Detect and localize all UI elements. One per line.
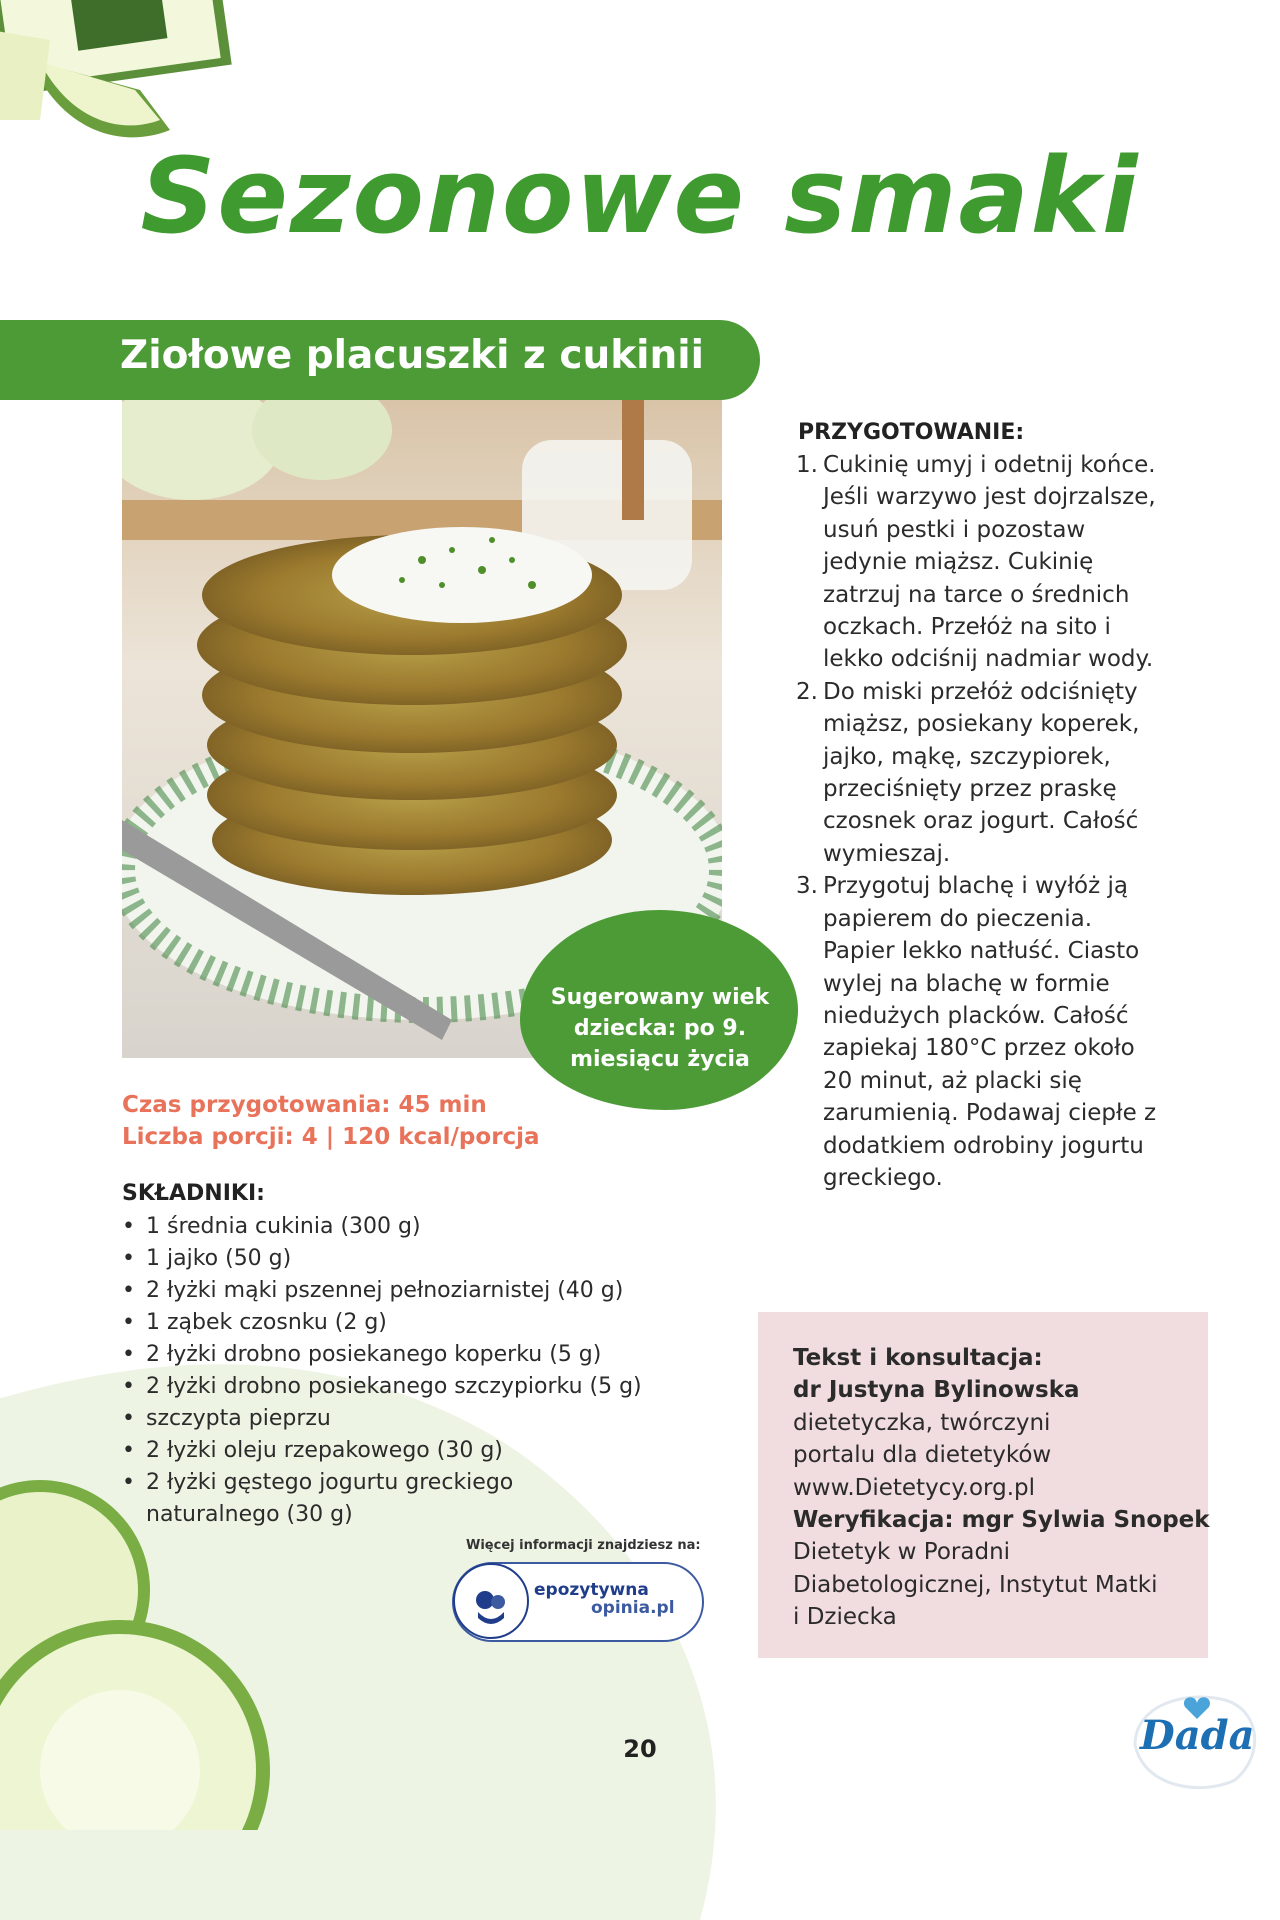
credits-verify: Weryfikacja: mgr Sylwia Snopek <box>793 1507 1210 1534</box>
prep-step <box>796 676 1163 870</box>
credits-verify-desc: Dietetyk w Poradni <box>793 1539 1011 1566</box>
credits-website[interactable]: www.Dietetycy.org.pl <box>793 1474 1035 1501</box>
ingredient-item: • 2 łyżki drobno posiekanego koperku (5 g) <box>122 1339 682 1371</box>
ingredient-item: • 1 ząbek czosnku (2 g) <box>122 1307 682 1339</box>
more-info-label: Więcej informacji znajdziesz na: <box>466 1538 701 1553</box>
recipe-title: Ziołowe placuszki z cukinii <box>120 333 705 378</box>
brand-logo-text: Dada <box>1140 1712 1255 1759</box>
opinia-line-1: epozytywna <box>534 1580 649 1600</box>
prep-time: Czas przygotowania: 45 min <box>122 1092 487 1118</box>
step-number: 1. <box>796 452 818 478</box>
servings: Liczba porcji: 4 | 120 kcal/porcja <box>122 1124 540 1150</box>
step-number: 2. <box>796 678 818 705</box>
opinia-line-2: opinia.pl <box>591 1598 675 1618</box>
age-line-1: Sugerowany wiek <box>550 985 770 1010</box>
preparation-heading: PRZYGOTOWANIE: <box>798 420 1025 445</box>
preparation-steps <box>796 449 1176 1194</box>
ingredient-item: • 1 średnia cukinia (300 g) <box>122 1211 682 1243</box>
credits-author-desc: dietetyczka, twórczyni <box>793 1409 1051 1436</box>
age-line-3: miesiącu życia <box>570 1047 750 1072</box>
step-text: Cukinię umyj i odetnij końce. Jeśli warzywo jest dojrzalsze, usuń pestki i pozostaw jedynie miąższ. Cukinię zatrzuj na tarce o średnich oczkach. Przełóż na sito i lekko odciśnij nadmiar wody. <box>823 452 1156 673</box>
page-number: 20 <box>623 1735 657 1763</box>
credits-verify-desc: Diabetologicznej, Instytut Matki <box>793 1571 1158 1598</box>
step-number: 3. <box>796 873 818 900</box>
prep-step <box>796 870 1163 1194</box>
ingredient-item: • 2 łyżki mąki pszennej pełnoziarnistej (40 g) <box>122 1275 682 1307</box>
credits-text <box>793 1342 1213 1634</box>
age-line-2: dziecka: po 9. <box>573 1016 747 1041</box>
step-text: Przygotuj blachę i wyłóż ją papierem do pieczenia. Papier lekko natłuść. Ciasto wylej na blachę w formie niedużych placków. Całość zapiekaj 180°C przez około 20 minut, aż placki się zarumienią. Podawaj ciepłe z dodatkiem odrobiny jogurtu greckiego. <box>823 873 1157 1191</box>
ingredient-item: • 2 łyżki gęstego jogurtu greckiego naturalnego (30 g) <box>122 1467 566 1531</box>
institute-seal-icon <box>452 1562 530 1640</box>
ingredients-heading: SKŁADNIKI: <box>122 1181 265 1206</box>
ingredient-item: • 2 łyżki oleju rzepakowego (30 g) <box>122 1435 682 1467</box>
ingredient-item: • 2 łyżki drobno posiekanego szczypiorku (5 g) <box>122 1371 682 1403</box>
ingredient-item: • 1 jajko (50 g) <box>122 1243 682 1275</box>
credits-label: Tekst i konsultacja: <box>793 1345 1043 1371</box>
age-badge-text <box>540 982 780 1075</box>
credits-author: dr Justyna Bylinowska <box>793 1377 1080 1404</box>
ingredients-list <box>122 1211 682 1531</box>
credits-verify-desc: i Dziecka <box>793 1604 897 1631</box>
ingredient-item: • szczypta pieprzu <box>122 1403 682 1435</box>
prep-step <box>796 449 1163 676</box>
step-text: Do miski przełóż odciśnięty miąższ, posiekany koperek, jajko, mąkę, szczypiorek, przeciśnięty przez praskę czosnek oraz jogurt. Całość wymieszaj. <box>823 678 1140 867</box>
page-title: Sezonowe smaki <box>140 135 1140 257</box>
credits-author-desc: portalu dla dietetyków <box>793 1442 1052 1469</box>
